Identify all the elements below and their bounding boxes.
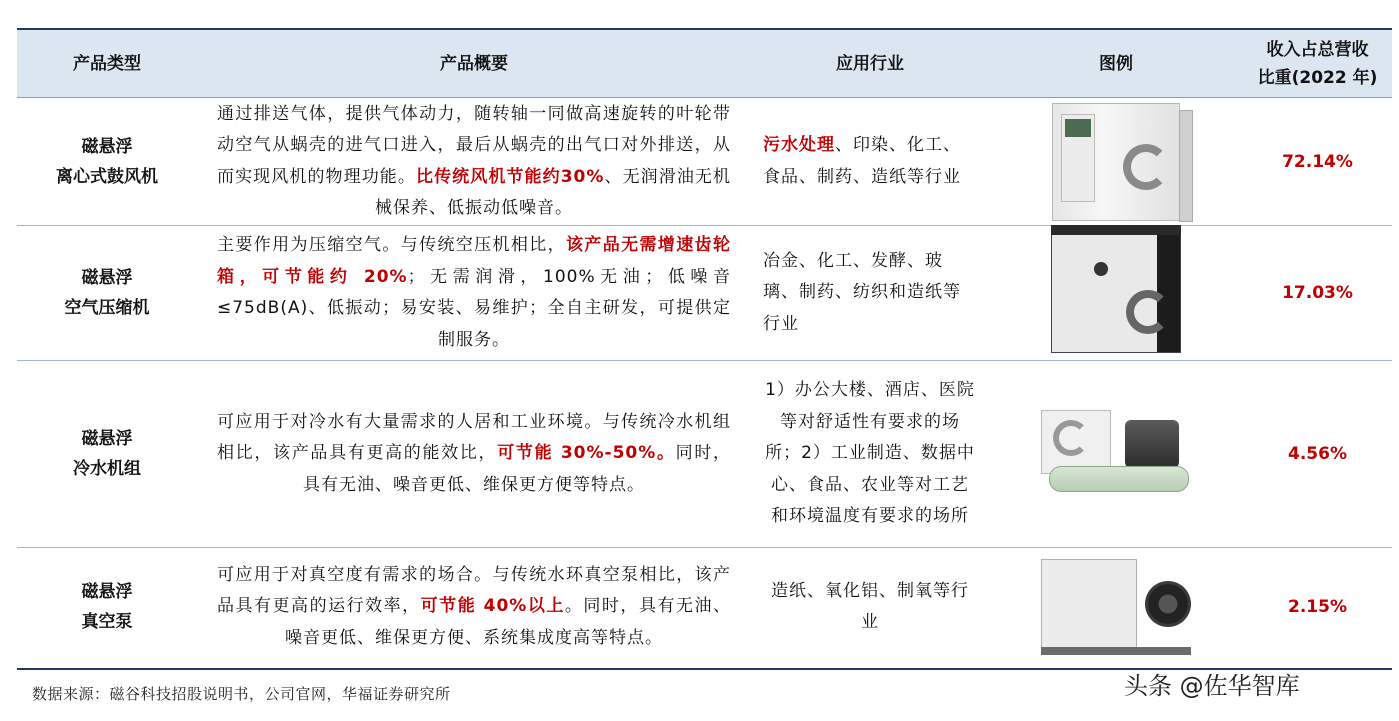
industry-text: 造纸、氧化铝、制氧等行业 [771, 580, 969, 632]
product-image [989, 548, 1243, 666]
brand-logo-icon [1126, 290, 1170, 334]
unit-knob [1094, 262, 1108, 276]
product-summary [197, 226, 751, 360]
product-type-line1: 磁悬浮 [81, 582, 133, 602]
summary-text [197, 99, 751, 225]
vacuum-pump-illustration [1041, 559, 1191, 655]
compressor-illustration [1051, 233, 1181, 353]
summary-tail: 同时，具有无油、噪音更低、维保更方便等特点。 [303, 443, 732, 495]
unit-top [1051, 225, 1181, 235]
watermark: 头条 @佐华智库 [1124, 672, 1300, 700]
summary-text [197, 560, 751, 655]
table-header [17, 30, 1392, 98]
brand-logo-icon [1053, 420, 1089, 456]
control-panel [1061, 114, 1095, 202]
application-industry [751, 98, 989, 225]
header-industry: 应用行业 [836, 53, 904, 74]
table-row [17, 226, 1392, 361]
product-type [17, 361, 197, 547]
share-value: 2.15% [1288, 597, 1347, 617]
product-type-line2: 冷水机组 [73, 459, 141, 479]
summary-highlight: 该产品无需增速齿轮箱，可节能约 20% [217, 235, 732, 287]
product-type-line2: 真空泵 [81, 612, 133, 632]
application-industry [751, 226, 989, 360]
product-type-line2: 空气压缩机 [64, 298, 150, 318]
header-share-line2: 比重(2022 年) [1257, 67, 1378, 88]
product-table [17, 28, 1392, 666]
industry-highlight: 污水处理 [763, 135, 835, 155]
industry-text [751, 130, 989, 193]
header-share-line1: 收入占总营收 [1266, 39, 1369, 60]
summary-plain: 可应用于对真空度有需求的场合。与传统水环真空泵相比，该产品具有更高的运行效率， [217, 564, 731, 617]
revenue-share [1243, 226, 1392, 360]
industry-text: 冶金、化工、发酵、玻璃、制药、纺织和造纸等行业 [763, 250, 961, 334]
product-summary [197, 98, 751, 225]
chiller-illustration [1041, 404, 1191, 504]
share-value: 17.03% [1282, 283, 1353, 303]
summary-plain: 可应用于对冷水有大量需求的人居和工业环境。与传统冷水机组相比，该产品具有更高的能效比， [217, 411, 731, 464]
compressor-block [1125, 420, 1179, 468]
application-industry [751, 548, 989, 666]
product-summary [197, 361, 751, 547]
product-type-line2: 离心式鼓风机 [56, 166, 158, 187]
unit-cabinet [1041, 559, 1137, 651]
summary-plain: 通过排送气体，提供气体动力，随转轴一同做高速旋转的叶轮带动空气从蜗壳的进气口进入，最后从蜗壳的出气口对外排送，从而实现风机的物理功能。 [217, 103, 731, 187]
side-panel [1179, 110, 1193, 222]
product-type [17, 548, 197, 666]
summary-text [197, 407, 751, 502]
header-summary: 产品概要 [440, 53, 508, 74]
blower-illustration [1052, 103, 1180, 221]
share-value: 72.14% [1282, 151, 1353, 172]
header-share [1243, 30, 1392, 97]
share-value: 4.56% [1288, 444, 1347, 464]
revenue-share [1243, 361, 1392, 547]
summary-highlight: 可节能 30%-50%。 [497, 443, 676, 464]
revenue-share [1243, 98, 1392, 225]
summary-text [197, 230, 751, 356]
summary-tail: ；无需润滑，100%无油；低噪音≤75dB(A)、低振动；易安装、易维护；全自主研发，可提供定制服务。 [217, 266, 732, 350]
product-type-line1: 磁悬浮 [81, 429, 133, 449]
summary-highlight: 比传统风机节能约30% [415, 166, 605, 187]
industry-text: 1）办公大楼、酒店、医院等对舒适性有要求的场所；2）工业制造、数据中心、食品、农业等对工艺和环境温度有要求的场所 [765, 380, 975, 527]
header-image: 图例 [1099, 53, 1133, 74]
summary-plain: 主要作用为压缩空气。与传统空压机相比， [217, 235, 567, 255]
product-image [989, 226, 1243, 360]
brand-logo-icon [1123, 144, 1169, 190]
panel-screen [1065, 119, 1091, 137]
industry-plain: 、印染、化工、食品、制药、造纸等行业 [763, 135, 961, 187]
application-industry [751, 361, 989, 547]
product-image [989, 361, 1243, 547]
product-type-line1: 磁悬浮 [81, 136, 133, 157]
unit-base [1041, 647, 1191, 655]
revenue-share [1243, 548, 1392, 666]
summary-tail: 。同时，具有无油、噪音更低、维保更方便、系统集成度高等特点。 [285, 596, 732, 648]
table-row [17, 98, 1392, 226]
product-type [17, 226, 197, 360]
data-source-note: 数据来源：磁谷科技招股说明书，公司官网，华福证券研究所 [32, 685, 451, 703]
product-summary [197, 548, 751, 666]
pump-volute [1145, 581, 1191, 627]
table-row [17, 548, 1392, 666]
product-image [989, 98, 1243, 225]
header-type: 产品类型 [73, 53, 141, 74]
summary-tail: 、无润滑油无机械保养、低振动低噪音。 [375, 166, 732, 218]
product-type [17, 98, 197, 225]
product-type-line1: 磁悬浮 [81, 268, 133, 288]
condenser-tank [1049, 466, 1189, 492]
table-row [17, 361, 1392, 548]
summary-highlight: 可节能 40%以上 [420, 596, 565, 617]
